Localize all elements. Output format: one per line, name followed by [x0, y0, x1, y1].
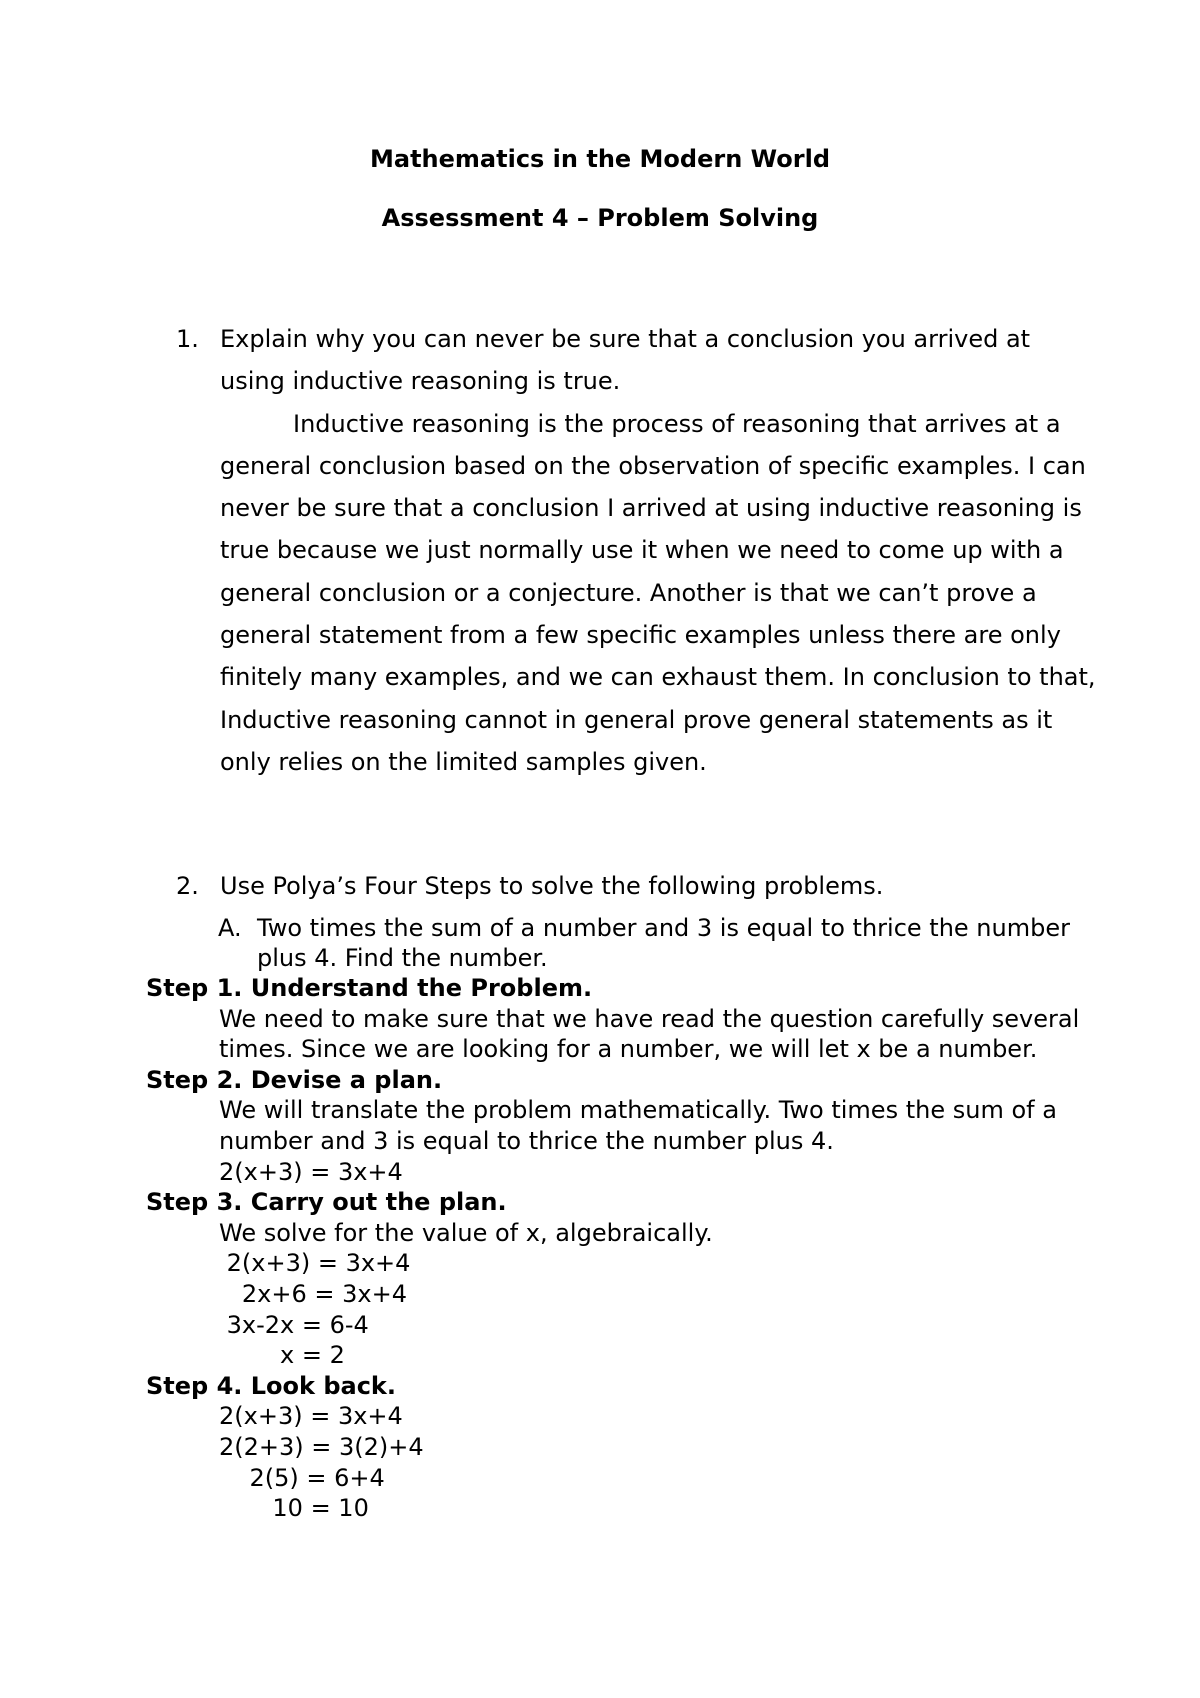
- step-4-heading: Step 4. Look back.: [146, 1371, 397, 1400]
- assessment-subtitle: Assessment 4 – Problem Solving: [381, 204, 819, 232]
- step-4-equation-3: 2(5) = 6+4: [219, 1463, 385, 1492]
- question-1-text-line-2: using inductive reasoning is true.: [220, 367, 621, 396]
- step-4-equation-2: 2(2+3) = 3(2)+4: [219, 1432, 424, 1461]
- step-3-equation-4: x = 2: [219, 1341, 345, 1370]
- page-title: Mathematics in the Modern World: [370, 145, 830, 173]
- step-2-heading: Step 2. Devise a plan.: [146, 1065, 443, 1094]
- problem-a-letter: A.: [218, 914, 242, 942]
- step-1-heading: Step 1. Understand the Problem.: [146, 974, 593, 1002]
- polya-solution: [146, 973, 1106, 1524]
- question-1-answer-text: Inductive reasoning is the process of reasoning that arrives at a general conclusion based on the observation of specific examples. I can never be sure that a conclusion I arrived at using inductive reasoning is true because we just normally use it when we need to come up with a general conclusion or a conjecture. Another is that we can’t prove a general statement from a few specific examples unless there are only finitely many examples, and we can exhaust them. In conclusion to that, Inductive reasoning cannot in general prove general statements as it only relies on the limited samples given.: [220, 409, 1096, 776]
- step-4-equation-1: 2(x+3) = 3x+4: [219, 1402, 403, 1431]
- question-2-number: 2.: [176, 872, 199, 900]
- question-1-text-line-1: Explain why you can never be sure that a conclusion you arrived at: [220, 325, 1031, 353]
- question-1-answer: [220, 403, 1100, 784]
- step-4-equation-4: 10 = 10: [219, 1494, 369, 1523]
- step-3-heading: Step 3. Carry out the plan.: [146, 1188, 507, 1217]
- step-3-body: We solve for the value of x, algebraically.: [219, 1218, 713, 1247]
- question-2-text: Use Polya’s Four Steps to solve the following problems.: [220, 872, 884, 900]
- step-3-equation-3: 3x-2x = 6-4: [219, 1310, 369, 1339]
- question-1-number: 1.: [176, 325, 199, 353]
- step-3-equation-1: 2(x+3) = 3x+4: [219, 1249, 411, 1278]
- problem-a-text: Two times the sum of a number and 3 is equal to thrice the number plus 4. Find the number.: [257, 914, 1070, 972]
- step-3-equation-2: 2x+6 = 3x+4: [219, 1279, 407, 1308]
- step-2-body: We will translate the problem mathematically. Two times the sum of a number and 3 is equal to thrice the number plus 4.: [219, 1096, 1057, 1155]
- question-1: [220, 318, 1100, 783]
- step-2-equation: 2(x+3) = 3x+4: [219, 1157, 403, 1186]
- step-1-body: We need to make sure that we have read the question carefully several times. Since we are looking for a number, we will let x be a number.: [219, 1004, 1080, 1064]
